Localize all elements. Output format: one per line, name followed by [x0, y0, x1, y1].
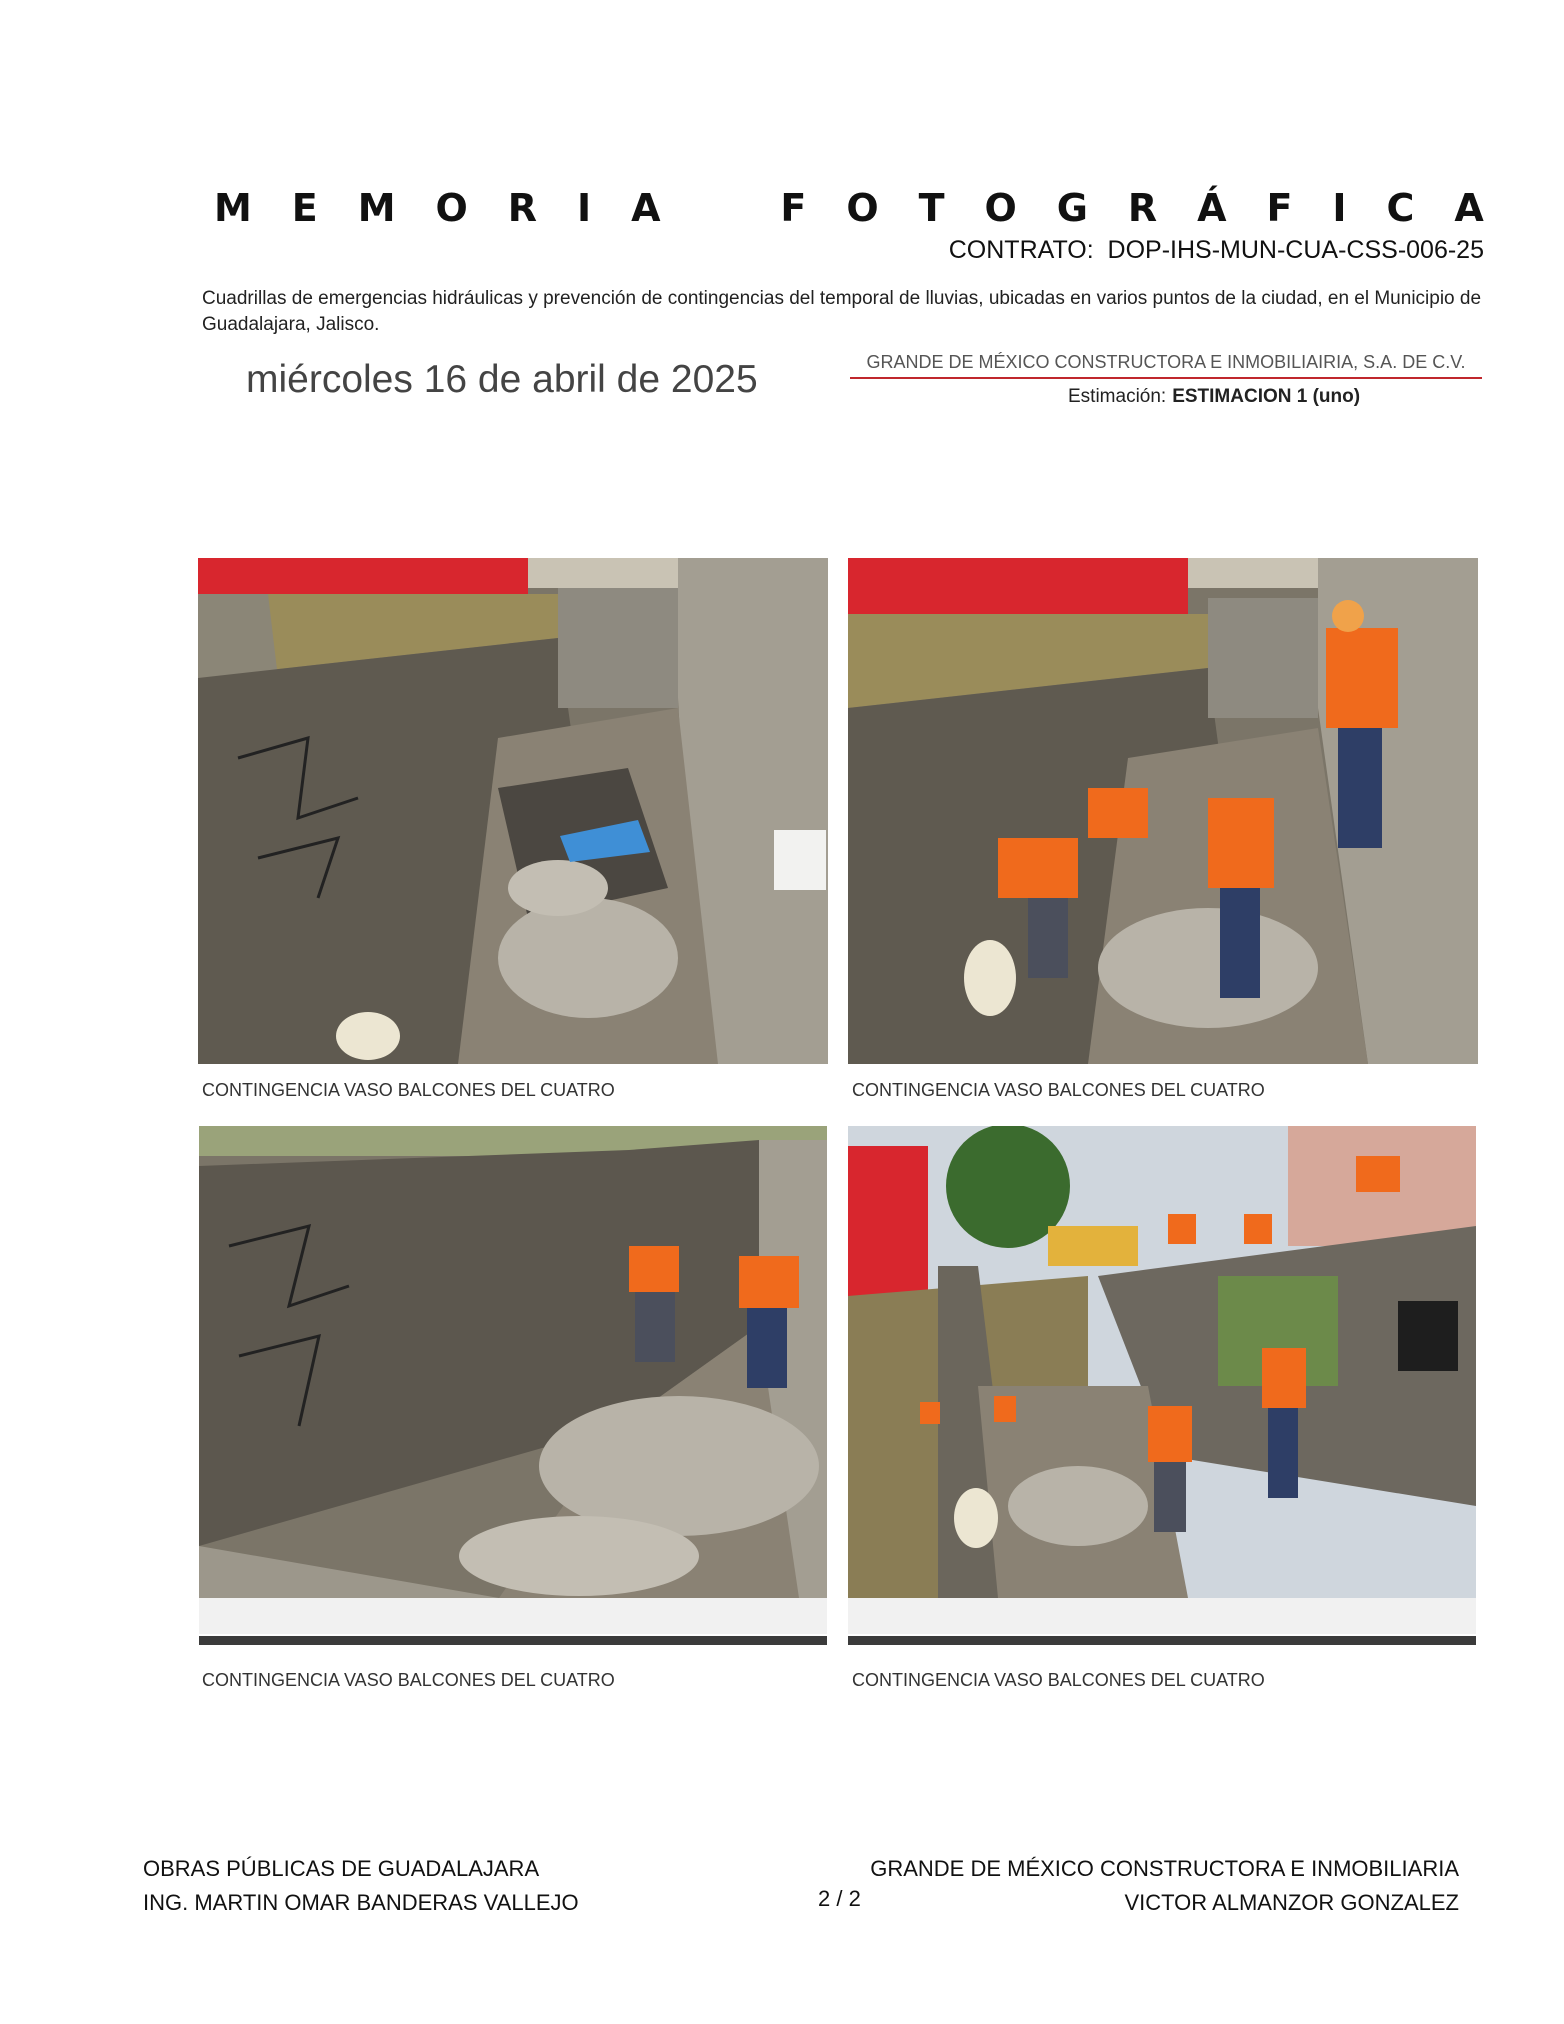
- photo-2: [848, 558, 1478, 1064]
- photo-3-frame-band: [199, 1598, 827, 1634]
- estimacion: [1068, 386, 1360, 408]
- photo-4-frame-band: [848, 1598, 1476, 1634]
- title-letter: O: [984, 186, 1017, 230]
- title-letter: C: [1386, 186, 1415, 230]
- photo-3: [199, 1126, 827, 1598]
- photo-1: [198, 558, 828, 1064]
- footer-agency: OBRAS PÚBLICAS DE GUADALAJARA: [143, 1856, 540, 1881]
- title-letter: F: [1266, 186, 1293, 230]
- title-letter: Á: [1197, 186, 1227, 230]
- work-description: Cuadrillas de emergencias hidráulicas y prevención de contingencias del temporal de lluvias, ubicadas en varios puntos de la ciudad, en el Municipio de Guadalajara, Jalisco.: [202, 288, 1482, 335]
- title-letter: O: [846, 186, 879, 230]
- estimacion-value: ESTIMACION 1 (uno): [1172, 386, 1361, 407]
- title-letter: I: [576, 186, 592, 230]
- title-letter: A: [1454, 186, 1484, 230]
- title-letter: G: [1056, 186, 1088, 230]
- page-number: 2 / 2: [818, 1886, 861, 1911]
- footer-left: [143, 1852, 579, 1920]
- title-letter: T: [918, 186, 945, 230]
- estimacion-label: Estimación:: [1068, 386, 1167, 407]
- footer-contractor-signer: VICTOR ALMANZOR GONZALEZ: [1124, 1890, 1459, 1915]
- photo-3-divider: [199, 1636, 827, 1645]
- page-title: [214, 178, 1484, 238]
- title-letter: A: [631, 186, 661, 230]
- contract-number: CONTRATO: DOP-IHS-MUN-CUA-CSS-006-25: [948, 236, 1484, 264]
- photo-4: [848, 1126, 1476, 1598]
- title-letter: I: [1332, 186, 1347, 230]
- photo-4-divider: [848, 1636, 1476, 1645]
- photo-4-caption: CONTINGENCIA VASO BALCONES DEL CUATRO: [852, 1670, 1265, 1690]
- company-name: GRANDE DE MÉXICO CONSTRUCTORA E INMOBILIAIRIA, S.A. DE C.V.: [850, 352, 1482, 379]
- footer-contractor: GRANDE DE MÉXICO CONSTRUCTORA E INMOBILIARIA: [870, 1856, 1459, 1881]
- photo-3-caption: CONTINGENCIA VASO BALCONES DEL CUATRO: [202, 1670, 615, 1690]
- report-date: miércoles 16 de abril de 2025: [246, 358, 758, 401]
- title-letter: F: [780, 186, 807, 230]
- photo-1-caption: CONTINGENCIA VASO BALCONES DEL CUATRO: [202, 1080, 615, 1100]
- footer-right: [870, 1852, 1459, 1920]
- title-letter: M: [357, 186, 396, 230]
- title-letter: M: [214, 186, 252, 230]
- title-letter: O: [435, 186, 468, 230]
- title-letter: E: [291, 186, 318, 230]
- title-letter: R: [1127, 186, 1158, 230]
- title-letter: R: [507, 186, 538, 230]
- footer-agency-signer: ING. MARTIN OMAR BANDERAS VALLEJO: [143, 1890, 579, 1915]
- photo-2-caption: CONTINGENCIA VASO BALCONES DEL CUATRO: [852, 1080, 1265, 1100]
